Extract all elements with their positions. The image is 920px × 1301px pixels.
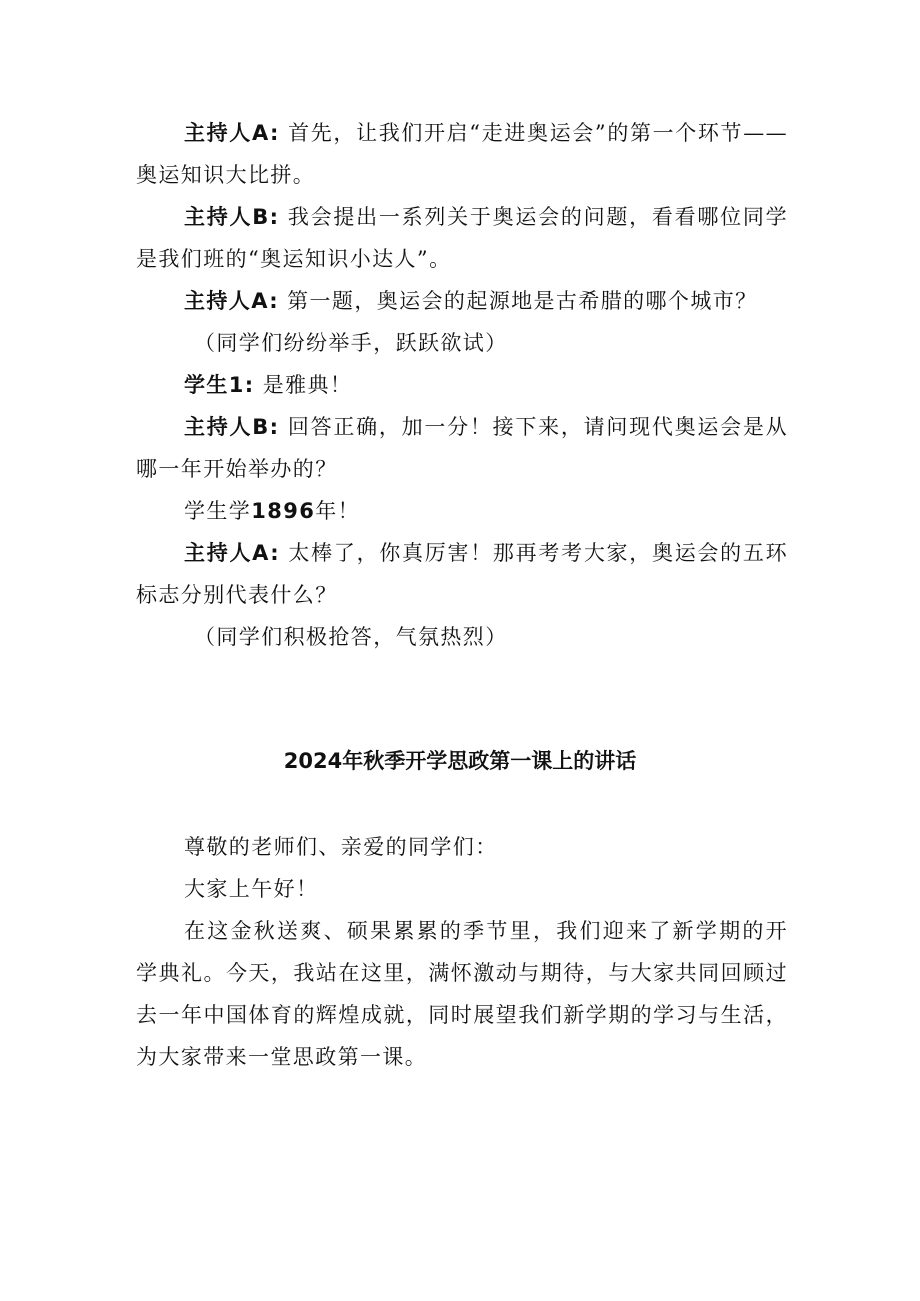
dialogue-prefix: 学生学 bbox=[184, 499, 252, 523]
speech-body bbox=[136, 826, 788, 1078]
speaker-label: 主持人B: bbox=[184, 205, 280, 229]
dialogue-line-7 bbox=[136, 490, 788, 532]
stage-direction: （同学们积极抢答，气氛热烈） bbox=[194, 625, 508, 649]
speaker-label: 学生1: bbox=[184, 373, 255, 397]
dialogue-text: 太棒了，你真厉害！那再考考大家，奥运会的五环标志分别代表什么？ bbox=[136, 541, 788, 607]
year-number: 1896 bbox=[251, 499, 316, 523]
speech-salutation: 尊敬的老师们、亲爱的同学们： bbox=[184, 835, 498, 859]
quiz-dialogue bbox=[136, 112, 788, 658]
dialogue-line-2 bbox=[136, 196, 788, 280]
dialogue-line-8 bbox=[136, 532, 788, 616]
stage-direction: （同学们纷纷举手，跃跃欲试） bbox=[194, 331, 508, 355]
dialogue-text: 第一题，奥运会的起源地是古希腊的哪个城市？ bbox=[279, 289, 758, 313]
speaker-label: 主持人A: bbox=[184, 541, 281, 565]
dialogue-line-1 bbox=[136, 112, 788, 196]
speaker-label: 主持人A: bbox=[184, 121, 280, 145]
speaker-label: 主持人A: bbox=[184, 289, 280, 313]
speech-greeting: 大家上午好！ bbox=[184, 877, 319, 901]
speaker-label: 主持人B: bbox=[184, 415, 280, 439]
speech-title: 2024年秋季开学思政第一课上的讲话 bbox=[283, 749, 637, 773]
dialogue-text: 年！ bbox=[315, 499, 361, 523]
dialogue-line-5 bbox=[136, 364, 788, 406]
dialogue-text: 回答正确，加一分！接下来，请问现代奥运会是从哪一年开始举办的？ bbox=[136, 415, 788, 481]
dialogue-text: 首先，让我们开启“走进奥运会”的第一个环节——奥运知识大比拼。 bbox=[136, 121, 789, 187]
dialogue-line-3 bbox=[136, 280, 788, 322]
speech-paragraph: 在这金秋送爽、硕果累累的季节里，我们迎来了新学期的开学典礼。今天，我站在这里，满怀激动与期待，与大家共同回顾过去一年中国体育的辉煌成就，同时展望我们新学期的学习与生活，为大家带来一堂思政第一课。 bbox=[136, 919, 788, 1069]
dialogue-text: 我会提出一系列关于奥运会的问题，看看哪位同学是我们班的“奥运知识小达人”。 bbox=[136, 205, 788, 271]
dialogue-text: 是雅典！ bbox=[254, 373, 353, 397]
dialogue-line-6 bbox=[136, 406, 788, 490]
